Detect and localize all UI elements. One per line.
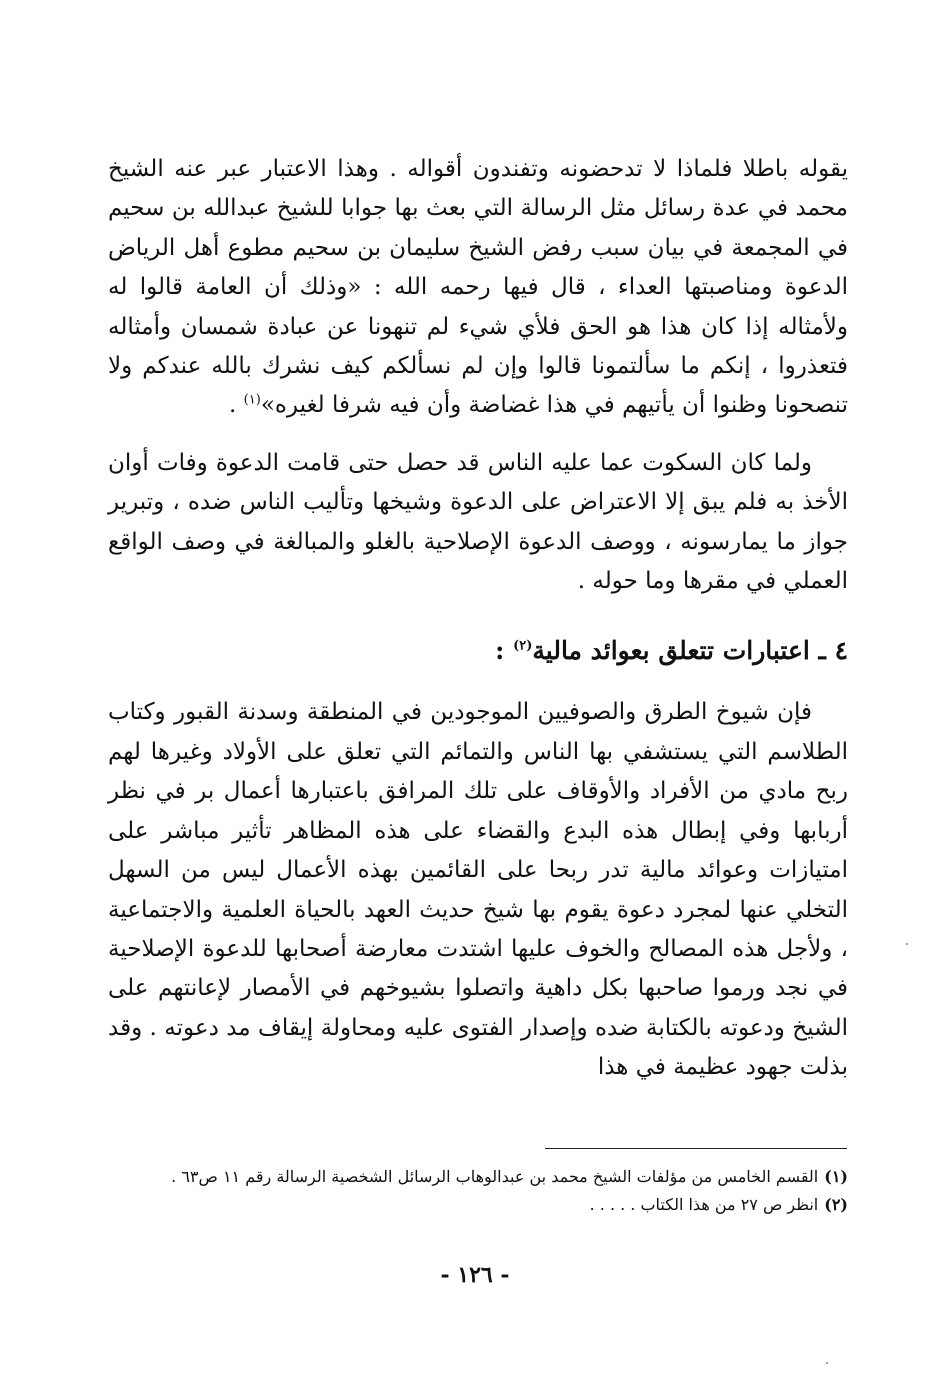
paragraph-2: ولما كان السكوت عما عليه الناس قد حصل حتى قامت الدعوة وفات أوان الأخذ به فلم يبق إلا الاعتراض على الدعوة وشيخها وتأليب الناس ضده ، وتبرير جواز ما يمارسونه ، ووصف الدعوة الإصلاحية بالغلو والمبالغة في وصف الواقع العملي في مقرها وما حوله . bbox=[108, 449, 848, 595]
footnote-2-marker: (٢) bbox=[824, 1195, 848, 1214]
scan-speck bbox=[826, 1362, 828, 1364]
section-heading bbox=[108, 631, 848, 671]
section-heading-end: : bbox=[495, 636, 514, 666]
footnote-1-text: القسم الخامس من مؤلفات الشيخ محمد بن عبدالوهاب الرسائل الشخصية الرسالة رقم ١١ ص٦٣ . bbox=[171, 1167, 819, 1186]
page-number: - ١٢٦ - bbox=[440, 1262, 510, 1288]
footnote-ref-2[interactable]: (٢) bbox=[513, 639, 533, 655]
footnote-1-marker: (١) bbox=[824, 1167, 848, 1186]
footnote-2-text: انظر ص ٢٧ من هذا الكتاب . . . . . bbox=[589, 1195, 819, 1214]
footnote-1 bbox=[108, 1163, 848, 1191]
main-text bbox=[108, 150, 848, 1088]
section-heading-text: ٤ ـ اعتبارات تتعلق بعوائد مالية bbox=[532, 636, 848, 666]
scan-speck bbox=[906, 943, 908, 945]
footnotes bbox=[108, 1163, 848, 1219]
paragraph-1-text: يقوله باطلا فلماذا لا تدحضونه وتفندون أقواله . وهذا الاعتبار عبر عنه الشيخ محمد في عدة رسائل مثل الرسالة التي بعث بها جوابا للشيخ عبدالله بن سحيم في المجمعة في بيان سبب رفض الشيخ سليمان بن سحيم مطوع أهل الرياض الدعوة ومناصبتها العداء ، قال فيها رحمه الله : «وذلك أن العامة قالوا له ولأمثاله إذا كان هذا هو الحق فلأي شيء لم تنهونا عن عبادة شمسان وأمثاله فتعذروا ، إنكم ما سألتمونا قالوا وإن لم نسألكم كيف نشرك بالله عندكم ولا تنصحونا وظنوا أن يأتيهم في هذا غضاضة وأن فيه شرفا لغيره» bbox=[108, 156, 848, 419]
footnote-ref-1[interactable]: (١) bbox=[243, 392, 261, 408]
paragraph-1-end: . bbox=[229, 392, 244, 419]
paragraph-3: فإن شيوخ الطرق والصوفيين الموجودين في المنطقة وسدنة القبور وكتاب الطلاسم التي يستشفي بها الناس والتمائم التي تعلق على الأولاد وغيرها لهم ربح مادي من الأفراد والأوقاف على تلك المرافق باعتبارها أعمال بر في نظر أربابها وفي إبطال هذه البدع والقضاء على هذه المظاهر تأثير مباشر على امتيازات وعوائد مالية تدر ربحا على القائمين بهذه الأعمال ليس من السهل التخلي عنها لمجرد دعوة يقوم بها شيخ حديث العهد بالحياة العلمية والاجتماعية ، ولأجل هذه المصالح والخوف عليها اشتدت معارضة أصحابها للدعوة الإصلاحية في نجد ورموا صاحبها بكل داهية واتصلوا بشيوخهم في الأمصار لإعانتهم على الشيخ ودعوته بالكتابة ضده وإصدار الفتوى عليه ومحاولة إيقاف مد دعوته . وقد بذلت جهود عظيمة في هذا bbox=[108, 699, 848, 1081]
footnote-2 bbox=[108, 1191, 848, 1219]
paragraph-1 bbox=[108, 150, 848, 426]
footnote-separator bbox=[545, 1148, 847, 1149]
